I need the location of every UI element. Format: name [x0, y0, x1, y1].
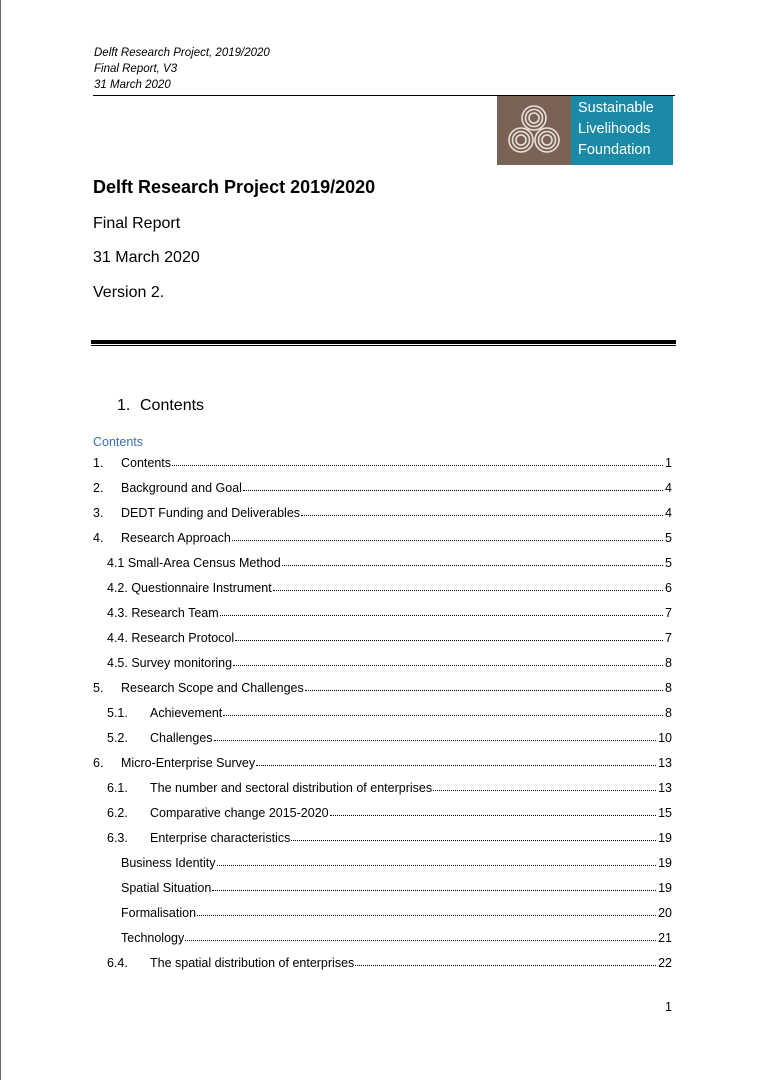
page-left-border [0, 0, 1, 1080]
toc-entry-title: Comparative change 2015-2020 [150, 806, 329, 820]
toc-entry-number: 2. [93, 481, 104, 495]
toc-entry[interactable] [121, 877, 672, 895]
knot-logo-icon [497, 96, 571, 165]
toc-entry-number: 5.1. [107, 706, 128, 720]
document-title: Delft Research Project 2019/2020 [93, 177, 376, 197]
toc-entry-page: 8 [665, 706, 672, 720]
toc-dot-leader [217, 865, 657, 866]
toc-entry-page: 13 [658, 781, 672, 795]
toc-entry[interactable] [121, 927, 672, 945]
toc-dot-leader [233, 665, 663, 666]
toc-entry[interactable] [107, 802, 672, 820]
document-date: 31 March 2020 [93, 249, 200, 266]
toc-entry-title: Research Scope and Challenges [121, 681, 304, 695]
toc-entry-title: Contents [121, 456, 172, 470]
toc-entry[interactable] [93, 502, 672, 520]
toc-entry-title: The number and sectoral distribution of enterprises [150, 781, 433, 795]
toc-dot-leader [220, 615, 663, 616]
toc-entry-page: 8 [665, 656, 672, 670]
toc-entry[interactable] [121, 902, 672, 920]
toc-entry-title: 4.1 Small-Area Census Method [107, 556, 281, 570]
toc-dot-leader [355, 965, 656, 966]
toc-entry-page: 7 [665, 631, 672, 645]
toc-entry[interactable] [121, 852, 672, 870]
toc-entry-title: Business Identity [121, 856, 216, 870]
toc-dot-leader [214, 740, 657, 741]
toc-dot-leader [212, 890, 656, 891]
toc-entry-title: 4.2. Questionnaire Instrument [107, 581, 272, 595]
toc-entry-title: 4.3. Research Team [107, 606, 219, 620]
title-divider-thin [91, 345, 676, 346]
toc-entry-title: Challenges [150, 731, 213, 745]
toc-entry-page: 21 [658, 931, 672, 945]
toc-entry-title: Formalisation [121, 906, 197, 920]
toc-entry-number: 6.4. [107, 956, 128, 970]
contents-heading [117, 397, 204, 415]
toc-dot-leader [223, 715, 663, 716]
toc-entry-page: 10 [658, 731, 672, 745]
toc-dot-leader [172, 465, 663, 466]
toc-entry-title: Technology [121, 931, 185, 945]
toc-entry[interactable] [107, 652, 672, 670]
header-line-project: Delft Research Project, 2019/2020 [94, 47, 270, 59]
toc-entry[interactable] [107, 827, 672, 845]
toc-entry-page: 4 [665, 506, 672, 520]
toc-dot-leader [273, 590, 663, 591]
page-number: 1 [665, 1000, 672, 1014]
toc-entry-title: 4.4. Research Protocol [107, 631, 235, 645]
toc-dot-leader [433, 790, 656, 791]
toc-entry-title: Spatial Situation [121, 881, 212, 895]
toc-dot-leader [243, 490, 663, 491]
toc-entry[interactable] [107, 627, 672, 645]
toc-entry-page: 7 [665, 606, 672, 620]
toc-entry[interactable] [93, 477, 672, 495]
foundation-logo [497, 96, 673, 165]
toc-entry[interactable] [93, 677, 672, 695]
toc-entry-title: Achievement [150, 706, 223, 720]
header-line-date: 31 March 2020 [94, 79, 171, 91]
toc-entry-page: 22 [658, 956, 672, 970]
toc-entry-number: 6.1. [107, 781, 128, 795]
toc-entry-page: 19 [658, 856, 672, 870]
title-divider-thick [91, 340, 676, 344]
toc-dot-leader [235, 640, 663, 641]
toc-entry-page: 6 [665, 581, 672, 595]
toc-entry-number: 1. [93, 456, 104, 470]
toc-entry-title: 4.5. Survey monitoring [107, 656, 233, 670]
toc-dot-leader [197, 915, 656, 916]
toc-entry-page: 5 [665, 556, 672, 570]
toc-entry[interactable] [107, 702, 672, 720]
toc-entry[interactable] [107, 952, 672, 970]
toc-entry-number: 6. [93, 756, 104, 770]
toc-entry-title: The spatial distribution of enterprises [150, 956, 355, 970]
toc-dot-leader [305, 690, 663, 691]
toc-entry-number: 5.2. [107, 731, 128, 745]
toc-entry-page: 5 [665, 531, 672, 545]
toc-entry[interactable] [107, 777, 672, 795]
toc-entry-title: Background and Goal [121, 481, 242, 495]
header-line-report: Final Report, V3 [94, 63, 178, 75]
toc-entry[interactable] [93, 452, 672, 470]
logo-line-2: Livelihoods [578, 121, 651, 137]
toc-entry-number: 6.2. [107, 806, 128, 820]
toc-dot-leader [291, 840, 656, 841]
toc-entry-page: 15 [658, 806, 672, 820]
logo-wordmark [571, 96, 673, 165]
toc-entry[interactable] [107, 602, 672, 620]
logo-line-3: Foundation [578, 142, 651, 158]
toc-dot-leader [282, 565, 663, 566]
toc-entry-title: Research Approach [121, 531, 231, 545]
toc-entry-number: 3. [93, 506, 104, 520]
toc-entry-page: 1 [665, 456, 672, 470]
toc-dot-leader [330, 815, 656, 816]
toc-entry-page: 4 [665, 481, 672, 495]
toc-entry-number: 6.3. [107, 831, 128, 845]
toc-dot-leader [185, 940, 656, 941]
toc-dot-leader [256, 765, 656, 766]
toc-entry-title: DEDT Funding and Deliverables [121, 506, 301, 520]
toc-entry-number: 4. [93, 531, 104, 545]
toc-entry-page: 19 [658, 831, 672, 845]
running-header [94, 45, 270, 93]
logo-line-1: Sustainable [578, 100, 654, 116]
toc-entry[interactable] [93, 752, 672, 770]
toc-entry-page: 13 [658, 756, 672, 770]
toc-entry-page: 8 [665, 681, 672, 695]
toc-entry-title: Micro-Enterprise Survey [121, 756, 256, 770]
document-version: Version 2. [93, 284, 165, 301]
toc-dot-leader [301, 515, 663, 516]
toc-entry-number: 5. [93, 681, 104, 695]
toc-entry[interactable] [107, 552, 672, 570]
toc-entry-title: Enterprise characteristics [150, 831, 291, 845]
contents-heading-number: 1. [117, 397, 131, 414]
toc-entry[interactable] [107, 577, 672, 595]
toc-entry-page: 20 [658, 906, 672, 920]
document-subtitle: Final Report [93, 215, 181, 232]
toc-entry[interactable] [107, 727, 672, 745]
toc-dot-leader [232, 540, 663, 541]
toc-entry[interactable] [93, 527, 672, 545]
toc-caption: Contents [93, 435, 144, 449]
toc-entry-page: 19 [658, 881, 672, 895]
contents-heading-label: Contents [140, 397, 205, 414]
